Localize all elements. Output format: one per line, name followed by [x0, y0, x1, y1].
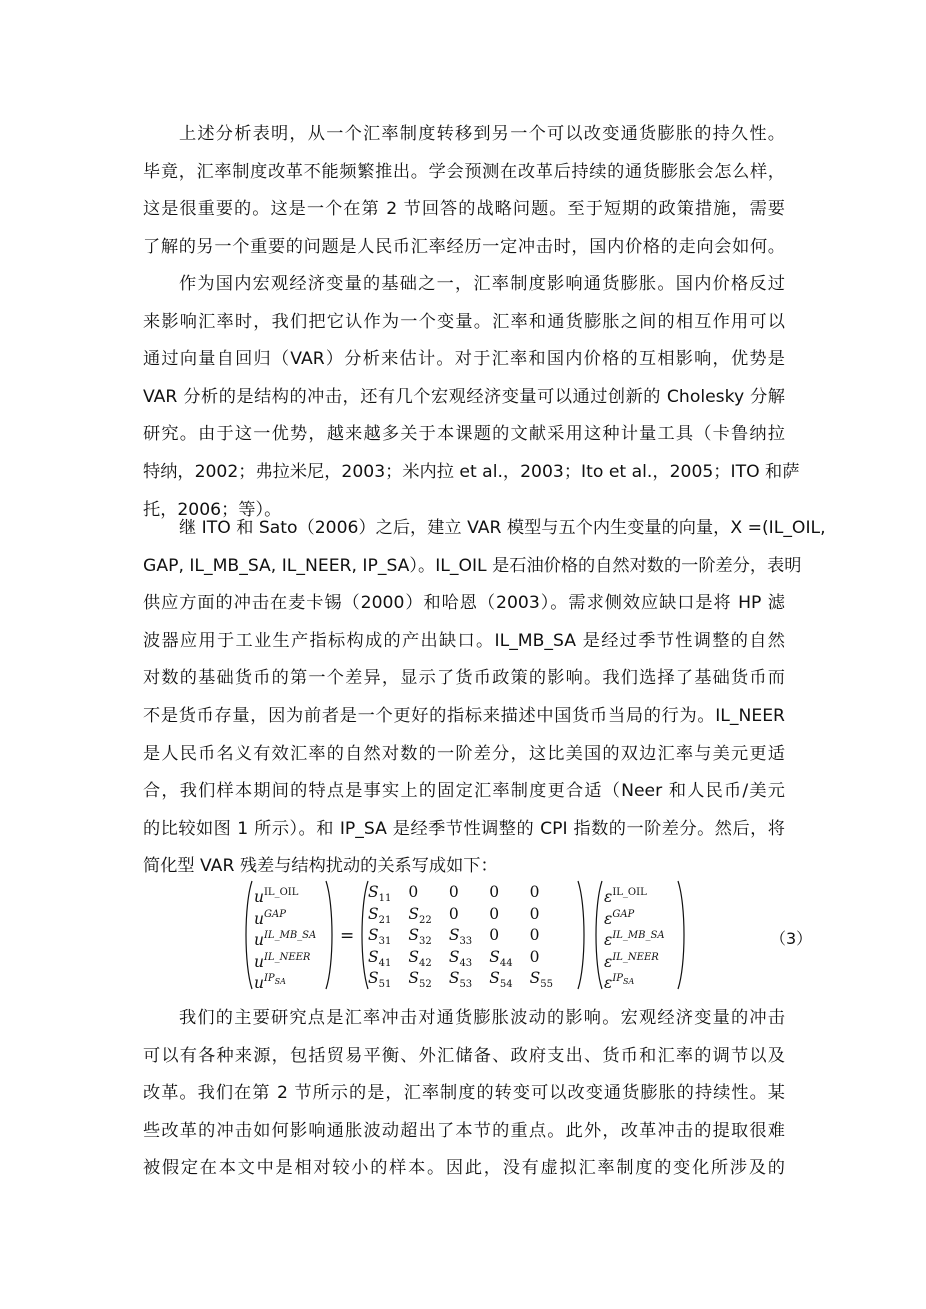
- matrix-cell: $S_{55}$: [529, 969, 553, 991]
- text-line: 研究。由于这一优势，越来越多关于本课题的文献采用这种计量工具（卡鲁纳拉: [143, 424, 785, 445]
- matrix-row: [368, 968, 570, 990]
- rhs-element: $\varepsilon^{GAP}$: [604, 908, 635, 928]
- matrix-row: [368, 904, 570, 926]
- text-line: 些改革的冲击如何影响通胀波动超出了本节的重点。此外，改革冲击的提取很难: [143, 1120, 785, 1141]
- matrix-cell: $S_{44}$: [489, 947, 513, 969]
- matrix-cell: 0: [448, 904, 459, 923]
- matrix-cell: $S_{22}$: [408, 904, 432, 926]
- text-line: 供应方面的冲击在麦卡锡（2000）和哈恩（2003）。需求侧效应缺口是将 HP 滤: [143, 593, 785, 614]
- text-line: 继 ITO 和 Sato（2006）之后，建立 VAR 模型与五个内生变量的向量，X =(IL_OIL,: [179, 518, 826, 538]
- rhs-vector: [604, 882, 665, 993]
- text-line: 改革。我们在第 2 节所示的是，汇率制度的转变可以改变通货膨胀的持续性。某: [143, 1083, 785, 1104]
- text-line: VAR 分析的是结构的冲击，还有几个宏观经济变量可以通过创新的 Cholesky 分解: [143, 386, 785, 407]
- matrix-cell: 0: [489, 904, 500, 923]
- matrix-row: [368, 947, 570, 969]
- text-line: 作为国内宏观经济变量的基础之一，汇率制度影响通货膨胀。国内价格反过: [179, 274, 785, 294]
- paragraph-3: [143, 510, 826, 886]
- left-paren-rhs: [592, 880, 604, 990]
- matrix-cell: 0: [529, 883, 540, 901]
- matrix-cell: 0: [529, 904, 540, 923]
- text-line: 对数的基础货币的第一个差异，显示了货币政策的影响。我们选择了基础货币而: [143, 668, 785, 689]
- paragraph-4: [143, 1000, 785, 1188]
- text-line: 这是很重要的。这是一个在第 2 节回答的战略问题。至于短期的政策措施，需要: [143, 199, 785, 220]
- text-line: 上述分析表明，从一个汇率制度转移到另一个可以改变通货膨胀的持久性。: [179, 124, 785, 144]
- equals-sign: =: [340, 926, 355, 946]
- matrix-cell: $S_{53}$: [448, 969, 473, 991]
- paragraph-1: [143, 116, 785, 266]
- text-line: GAP, IL_MB_SA, IL_NEER, IP_SA）。IL_OIL 是石油价格的自然对数的一阶差分，表明: [143, 555, 802, 576]
- paragraph-2: [143, 266, 800, 529]
- matrix-cell: 0: [408, 883, 419, 901]
- matrix-cell: $S_{11}$: [368, 883, 392, 905]
- text-line: 是人民币名义有效汇率的自然对数的一阶差分，这比美国的双边汇率与美元更适: [143, 743, 785, 764]
- matrix-cell: $S_{32}$: [408, 926, 432, 948]
- matrix-cell: $S_{33}$: [448, 926, 473, 948]
- left-paren-lhs: [242, 880, 254, 990]
- matrix-cell: $S_{41}$: [368, 947, 392, 969]
- equation-number: （3）: [770, 929, 813, 948]
- text-line: 可以有各种来源，包括贸易平衡、外汇储备、政府支出、货币和汇率的调节以及: [143, 1045, 785, 1066]
- lhs-element: $u^{IL\_MB\_SA}$: [254, 930, 317, 950]
- text-line: 我们的主要研究点是汇率冲击对通货膨胀波动的影响。宏观经济变量的冲击: [179, 1008, 785, 1028]
- right-paren-matrix: [576, 880, 588, 990]
- right-paren-rhs: [676, 880, 688, 990]
- right-paren-lhs: [324, 880, 336, 990]
- matrix-cell: 0: [529, 926, 540, 945]
- text-line: 托，2006；等）。: [143, 499, 282, 520]
- matrix-cell: $S_{54}$: [489, 969, 513, 991]
- lhs-element: $u^{IL\_NEER}$: [254, 951, 311, 971]
- matrix-cell: 0: [448, 883, 459, 901]
- matrix-row: [368, 882, 570, 904]
- lhs-element: $u^{IP_{SA}}$: [254, 973, 286, 993]
- matrix-cell: 0: [489, 883, 500, 901]
- coefficient-matrix: [368, 882, 570, 990]
- matrix-cell: $S_{31}$: [368, 926, 392, 948]
- matrix-cell: 0: [529, 947, 540, 966]
- text-line: 毕竟，汇率制度改革不能频繁推出。学会预测在改革后持续的通货膨胀会怎么样，: [143, 161, 785, 182]
- lhs-element: $u^{GAP}$: [254, 908, 286, 928]
- rhs-element: $\varepsilon^{IP_{SA}}$: [604, 973, 635, 993]
- text-line: 通过向量自回归（VAR）分析来估计。对于汇率和国内价格的互相影响，优势是: [143, 349, 785, 370]
- matrix-cell: 0: [489, 926, 500, 945]
- matrix-cell: $S_{51}$: [368, 969, 392, 991]
- matrix-cell: $S_{43}$: [448, 947, 473, 969]
- equation-3: [240, 878, 813, 1000]
- matrix-cell: $S_{52}$: [408, 969, 432, 991]
- text-line: 了解的另一个重要的问题是人民币汇率经历一定冲击时，国内价格的走向会如何。: [143, 236, 785, 257]
- text-line: 合，我们样本期间的特点是事实上的固定汇率制度更合适（Neer 和人民币/美元: [143, 781, 785, 802]
- matrix-cell: $S_{21}$: [368, 904, 392, 926]
- text-line: 简化型 VAR 残差与结构扰动的关系写成如下：: [143, 856, 498, 877]
- text-line: 被假定在本文中是相对较小的样本。因此，没有虚拟汇率制度的变化所涉及的: [143, 1158, 785, 1179]
- rhs-element: $\varepsilon^{IL\_NEER}$: [604, 951, 659, 971]
- lhs-element: $u^{IL\_OIL}$: [254, 887, 299, 906]
- text-line: 特纳，2002；弗拉米尼，2003；米内拉 et al.，2003；Ito et al.，2005；ITO 和萨: [143, 461, 800, 482]
- text-line: 不是货币存量，因为前者是一个更好的指标来描述中国货币当局的行为。IL_NEER: [143, 705, 785, 726]
- lhs-vector: [254, 882, 317, 993]
- text-line: 来影响汇率时，我们把它认作为一个变量。汇率和通货膨胀之间的相互作用可以: [143, 311, 785, 332]
- text-line: 的比较如图 1 所示）。和 IP_SA 是经季节性调整的 CPI 指数的一阶差分。然后，将: [143, 818, 785, 839]
- text-line: 波器应用于工业生产指标构成的产出缺口。IL_MB_SA 是经过季节性调整的自然: [143, 630, 785, 651]
- matrix-row: [368, 925, 570, 947]
- rhs-element: $\varepsilon^{IL\_MB\_SA}$: [604, 930, 665, 950]
- matrix-cell: $S_{42}$: [408, 947, 432, 969]
- rhs-element: $\varepsilon^{IL\_OIL}$: [604, 887, 647, 906]
